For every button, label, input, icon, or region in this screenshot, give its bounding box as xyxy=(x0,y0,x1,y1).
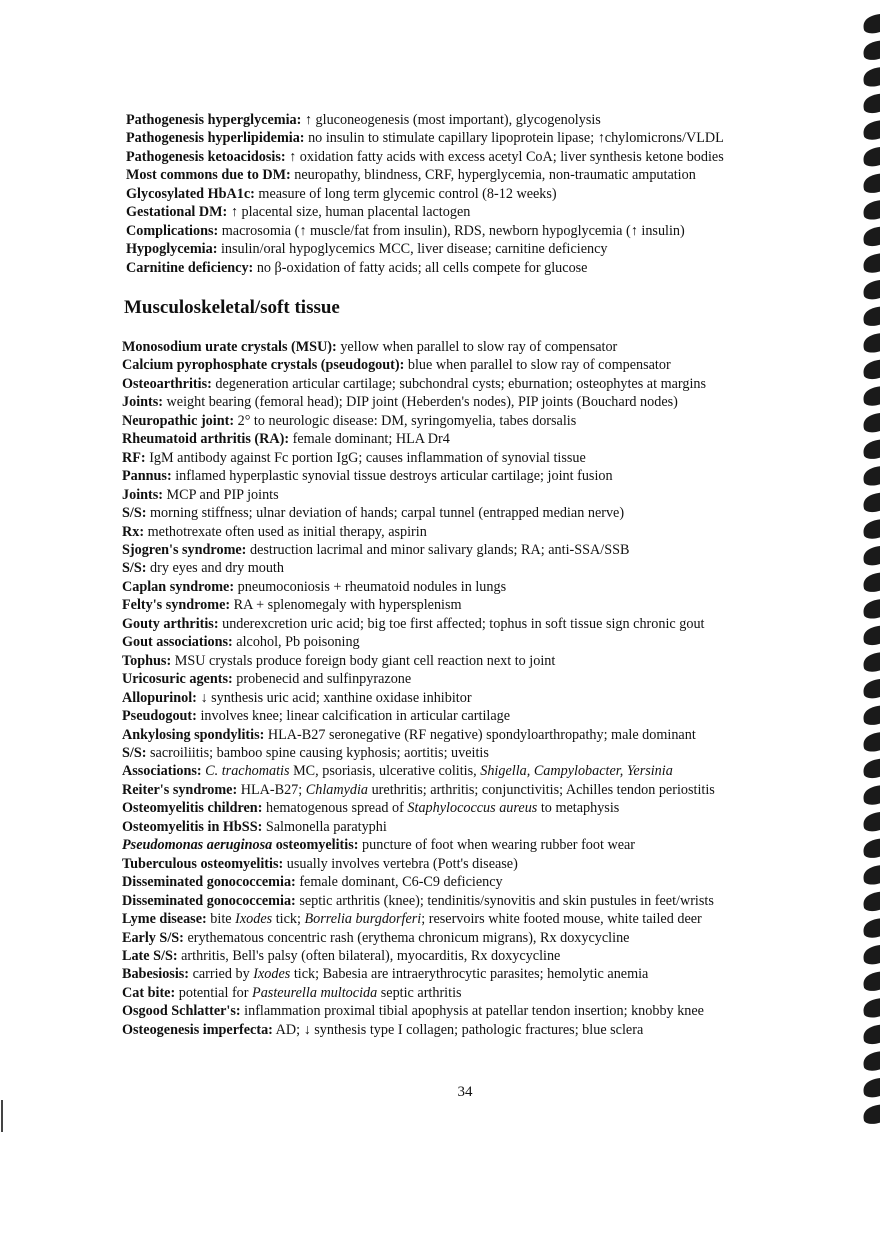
note-line xyxy=(122,670,822,688)
binding-loop xyxy=(864,360,880,379)
note-desc: MSU crystals produce foreign body giant cell reaction next to joint xyxy=(174,652,556,669)
binding-loop xyxy=(864,599,880,618)
note-desc: female dominant, C6-C9 deficiency xyxy=(299,874,503,891)
note-line xyxy=(122,393,822,411)
note-term: Tuberculous osteomyelitis: xyxy=(122,855,284,872)
binding-loop xyxy=(864,67,880,86)
note-desc: IgM antibody against Fc portion IgG; causes inflammation of synovial tissue xyxy=(149,449,586,466)
note-desc: MCP and PIP joints xyxy=(166,486,279,503)
note-term: Pseudogout: xyxy=(122,708,197,725)
note-term: Uricosuric agents: xyxy=(122,671,233,688)
binding-loop xyxy=(864,972,880,991)
note-term: osteomyelitis: xyxy=(272,837,359,854)
binding-loop xyxy=(864,732,880,751)
note-term: Reiter's syndrome: xyxy=(122,781,238,798)
note-desc-italic: Chlamydia xyxy=(305,781,369,798)
note-term: Glycosylated HbA1c: xyxy=(126,185,255,202)
note-line xyxy=(122,984,822,1002)
note-line xyxy=(122,504,822,522)
binding-loop xyxy=(864,386,880,405)
note-line xyxy=(122,486,822,504)
note-term: Gout associations: xyxy=(122,634,233,651)
note-term: Late S/S: xyxy=(122,947,178,964)
spiral-binding-icon xyxy=(852,8,880,1138)
note-desc: probenecid and sulfinpyrazone xyxy=(236,671,412,688)
note-term: Calcium pyrophosphate crystals (pseudogout): xyxy=(122,357,405,374)
note-term-italic: Pseudomonas aeruginosa xyxy=(122,837,273,854)
binding-loop xyxy=(864,493,880,512)
note-desc: morning stiffness; ulnar deviation of hands; carpal tunnel (entrapped median nerve) xyxy=(150,505,625,522)
note-desc: arthritis, Bell's palsy (often bilateral), myocarditis, Rx doxycycline xyxy=(181,947,561,964)
binding-loop xyxy=(864,333,880,352)
note-desc: HLA-B27 seronegative (RF negative) spondyloarthropathy; male dominant xyxy=(267,726,696,743)
note-desc: 2° to neurologic disease: DM, syringomyelia, tabes dorsalis xyxy=(237,412,577,429)
note-term: S/S: xyxy=(122,560,147,577)
note-line xyxy=(122,559,822,577)
note-line xyxy=(122,818,822,836)
note-desc: no insulin to stimulate capillary lipoprotein lipase; ↑chylomicrons/VLDL xyxy=(308,130,724,147)
binding-loop xyxy=(864,253,880,272)
note-term: Complications: xyxy=(126,222,219,239)
note-term: Tophus: xyxy=(122,652,172,669)
note-term: Pathogenesis hyperlipidemia: xyxy=(126,130,305,147)
binding-loop xyxy=(864,280,880,299)
note-desc: inflammation proximal tibial apophysis at patellar tendon insertion; knobby knee xyxy=(244,1003,704,1020)
note-term: Most commons due to DM: xyxy=(126,167,291,184)
binding-loop xyxy=(864,227,880,246)
binding-loop xyxy=(864,1105,880,1124)
note-term: Monosodium urate crystals (MSU): xyxy=(122,339,337,355)
note-desc-italic: Pasteurella multocida xyxy=(252,984,378,1001)
note-line xyxy=(122,541,822,559)
musculoskeletal-notes xyxy=(122,338,822,1039)
note-line xyxy=(122,762,822,780)
note-desc: bite xyxy=(210,911,236,928)
binding-loop xyxy=(864,200,880,219)
note-line xyxy=(126,148,826,166)
binding-loop xyxy=(864,440,880,459)
note-desc: insulin/oral hypoglycemics MCC, liver disease; carnitine deficiency xyxy=(220,241,608,258)
note-term: Rheumatoid arthritis (RA): xyxy=(122,431,290,448)
note-term: Osteogenesis imperfecta: xyxy=(122,1021,273,1038)
binding-loop xyxy=(864,706,880,725)
note-desc: ↑ gluconeogenesis (most important), glycogenolysis xyxy=(304,112,601,128)
note-line xyxy=(122,726,822,744)
note-line xyxy=(126,259,826,277)
binding-loop xyxy=(864,1078,880,1097)
binding-loop xyxy=(864,945,880,964)
note-desc: Salmonella paratyphi xyxy=(265,818,387,835)
note-term: Caplan syndrome: xyxy=(122,578,235,595)
note-line xyxy=(122,799,822,817)
binding-loop xyxy=(864,652,880,671)
note-line xyxy=(122,375,822,393)
note-term: Associations: xyxy=(122,763,202,780)
note-desc: ↑ placental size, human placental lactogen xyxy=(230,204,471,221)
binding-loop xyxy=(864,679,880,698)
note-desc: potential for xyxy=(178,984,253,1001)
note-desc: inflamed hyperplastic synovial tissue destroys articular cartilage; joint fusion xyxy=(175,468,613,485)
note-line xyxy=(122,467,822,485)
note-desc: hematogenous spread of xyxy=(265,800,408,817)
note-term: Carnitine deficiency: xyxy=(126,259,254,276)
note-line xyxy=(122,929,822,947)
note-line xyxy=(122,615,822,633)
note-term: Pathogenesis ketoacidosis: xyxy=(126,148,286,165)
note-term: Disseminated gonococcemia: xyxy=(122,874,296,891)
note-desc: weight bearing (femoral head); DIP joint (Heberden's nodes), PIP joints (Bouchard nodes) xyxy=(166,394,678,411)
note-line xyxy=(122,1021,822,1039)
note-line xyxy=(122,707,822,725)
note-term: Osteoarthritis: xyxy=(122,375,212,392)
note-desc: degeneration articular cartilage; subchondral cysts; eburnation; osteophytes at margins xyxy=(215,375,707,392)
note-line xyxy=(122,523,822,541)
note-desc: to metaphysis xyxy=(537,800,620,817)
note-line xyxy=(122,356,822,374)
note-desc: alcohol, Pb poisoning xyxy=(236,634,360,651)
note-line xyxy=(122,855,822,873)
note-line xyxy=(126,166,826,184)
note-desc: involves knee; linear calcification in articular cartilage xyxy=(200,708,511,725)
note-desc: sacroiliitis; bamboo spine causing kyphosis; aortitis; uveitis xyxy=(150,744,489,761)
note-term: Joints: xyxy=(122,486,163,503)
note-desc: neuropathy, blindness, CRF, hyperglycemia, non-traumatic amputation xyxy=(294,167,696,184)
note-line xyxy=(122,744,822,762)
note-line xyxy=(122,412,822,430)
note-term: Sjogren's syndrome: xyxy=(122,541,247,558)
note-desc-italic: Ixodes xyxy=(235,911,273,928)
note-desc: erythematous concentric rash (erythema chronicum migrans), Rx doxycycline xyxy=(187,929,630,946)
note-desc: ↓ synthesis uric acid; xanthine oxidase inhibitor xyxy=(200,689,472,706)
note-line xyxy=(122,781,822,799)
note-desc: carried by xyxy=(192,966,254,983)
note-term: Allopurinol: xyxy=(122,689,197,706)
note-desc: tick; xyxy=(272,911,305,928)
note-term: S/S: xyxy=(122,505,147,522)
note-line xyxy=(122,633,822,651)
note-desc: septic arthritis (knee); tendinitis/synovitis and skin pustules in feet/wrists xyxy=(299,892,714,909)
binding-loop xyxy=(864,413,880,432)
note-term: Joints: xyxy=(122,394,163,411)
note-term: Osteomyelitis in HbSS: xyxy=(122,818,263,835)
note-desc: AD; ↓ synthesis type I collagen; pathologic fractures; blue sclera xyxy=(275,1021,644,1038)
note-desc: macrosomia (↑ muscle/fat from insulin), RDS, newborn hypoglycemia (↑ insulin) xyxy=(221,222,685,239)
note-term: Cat bite: xyxy=(122,984,176,1001)
note-term: Babesiosis: xyxy=(122,966,190,983)
page-number: 34 xyxy=(457,1084,473,1100)
note-term: Hypoglycemia: xyxy=(126,241,218,258)
note-term: Osgood Schlatter's: xyxy=(122,1003,241,1020)
note-term: Pannus: xyxy=(122,468,172,485)
binding-loop xyxy=(864,573,880,592)
note-desc: MC, psoriasis, ulcerative colitis, xyxy=(289,763,481,780)
binding-loop xyxy=(864,41,880,60)
note-term: Rx: xyxy=(122,523,145,540)
note-desc: puncture of foot when wearing rubber foot wear xyxy=(362,837,636,854)
scan-edge-mark xyxy=(1,1100,3,1132)
binding-loop xyxy=(864,466,880,485)
binding-loop xyxy=(864,1025,880,1044)
note-desc-italic: Ixodes xyxy=(253,966,291,983)
note-line xyxy=(122,1002,822,1020)
note-term: Osteomyelitis children: xyxy=(122,800,263,817)
note-term: Gestational DM: xyxy=(126,204,228,221)
note-line xyxy=(122,652,822,670)
note-desc: RA + splenomegaly with hypersplenism xyxy=(233,597,462,614)
note-desc: usually involves vertebra (Pott's disease) xyxy=(286,855,518,872)
note-desc: destruction lacrimal and minor salivary glands; RA; anti-SSA/SSB xyxy=(249,541,630,558)
binding-loop xyxy=(864,1051,880,1070)
binding-loop xyxy=(864,626,880,645)
binding-loop xyxy=(864,759,880,778)
note-desc-italic: Staphylococcus aureus xyxy=(407,800,538,817)
binding-loop xyxy=(864,918,880,937)
binding-loop xyxy=(864,785,880,804)
binding-loop xyxy=(864,147,880,166)
note-term: Gouty arthritis: xyxy=(122,615,219,632)
note-desc: ; reservoirs white footed mouse, white tailed deer xyxy=(421,911,702,928)
note-desc-italic: C. trachomatis xyxy=(205,763,290,780)
binding-loop xyxy=(864,812,880,831)
binding-loop xyxy=(864,839,880,858)
binding-loop xyxy=(864,94,880,113)
note-term: Early S/S: xyxy=(122,929,184,946)
note-line xyxy=(122,965,822,983)
note-term: Lyme disease: xyxy=(122,911,207,928)
note-desc: tick; Babesia are intraerythrocytic parasites; hemolytic anemia xyxy=(290,966,649,983)
note-term: S/S: xyxy=(122,744,147,761)
note-line xyxy=(122,873,822,891)
note-desc: female dominant; HLA Dr4 xyxy=(292,431,450,448)
note-line xyxy=(122,689,822,707)
note-desc: no β-oxidation of fatty acids; all cells compete for glucose xyxy=(256,259,588,276)
note-desc: ↑ oxidation fatty acids with excess acetyl CoA; liver synthesis ketone bodies xyxy=(289,148,724,165)
note-line xyxy=(122,836,822,854)
note-line xyxy=(126,185,826,203)
binding-loop xyxy=(864,546,880,565)
note-term: Ankylosing spondylitis: xyxy=(122,726,265,743)
note-desc: yellow when parallel to slow ray of compensator xyxy=(340,339,618,355)
binding-loop xyxy=(864,307,880,326)
note-desc-italic: Shigella, Campylobacter, Yersinia xyxy=(480,763,673,780)
note-line xyxy=(122,910,822,928)
note-line xyxy=(122,430,822,448)
note-desc: methotrexate often used as initial therapy, aspirin xyxy=(147,523,427,540)
binding-loop xyxy=(864,120,880,139)
note-desc: underexcretion uric acid; big toe first affected; tophus in soft tissue sign chronic gout xyxy=(222,615,705,632)
note-line xyxy=(122,947,822,965)
note-desc: urethritis; arthritis; conjunctivitis; Achilles tendon periostitis xyxy=(368,781,715,798)
endocrine-notes xyxy=(126,111,826,277)
note-line xyxy=(122,449,822,467)
binding-loop xyxy=(864,892,880,911)
note-line xyxy=(122,578,822,596)
note-line xyxy=(126,222,826,240)
note-desc: HLA-B27; xyxy=(240,781,306,798)
note-desc-italic: Borrelia burgdorferi xyxy=(304,911,422,928)
note-term: Pathogenesis hyperglycemia: xyxy=(126,112,302,128)
note-line xyxy=(122,338,822,356)
binding-loop xyxy=(864,865,880,884)
note-desc: blue when parallel to slow ray of compensator xyxy=(407,357,671,374)
note-line xyxy=(122,596,822,614)
binding-loop xyxy=(864,519,880,538)
note-desc: dry eyes and dry mouth xyxy=(150,560,284,577)
note-term: RF: xyxy=(122,449,146,466)
note-desc: pneumoconiosis + rheumatoid nodules in lungs xyxy=(237,578,507,595)
note-term: Disseminated gonococcemia: xyxy=(122,892,296,909)
binding-loop xyxy=(864,14,880,33)
note-line xyxy=(122,892,822,910)
note-line xyxy=(126,129,826,147)
note-line xyxy=(126,203,826,221)
binding-loop xyxy=(864,998,880,1017)
note-line xyxy=(126,240,826,258)
section-heading: Musculoskeletal/soft tissue xyxy=(124,297,340,318)
binding-loop xyxy=(864,174,880,193)
note-desc: septic arthritis xyxy=(377,984,462,1001)
note-term: Felty's syndrome: xyxy=(122,597,231,614)
note-desc: measure of long term glycemic control (8-12 weeks) xyxy=(258,185,557,202)
note-term: Neuropathic joint: xyxy=(122,412,235,429)
note-line xyxy=(126,111,826,129)
